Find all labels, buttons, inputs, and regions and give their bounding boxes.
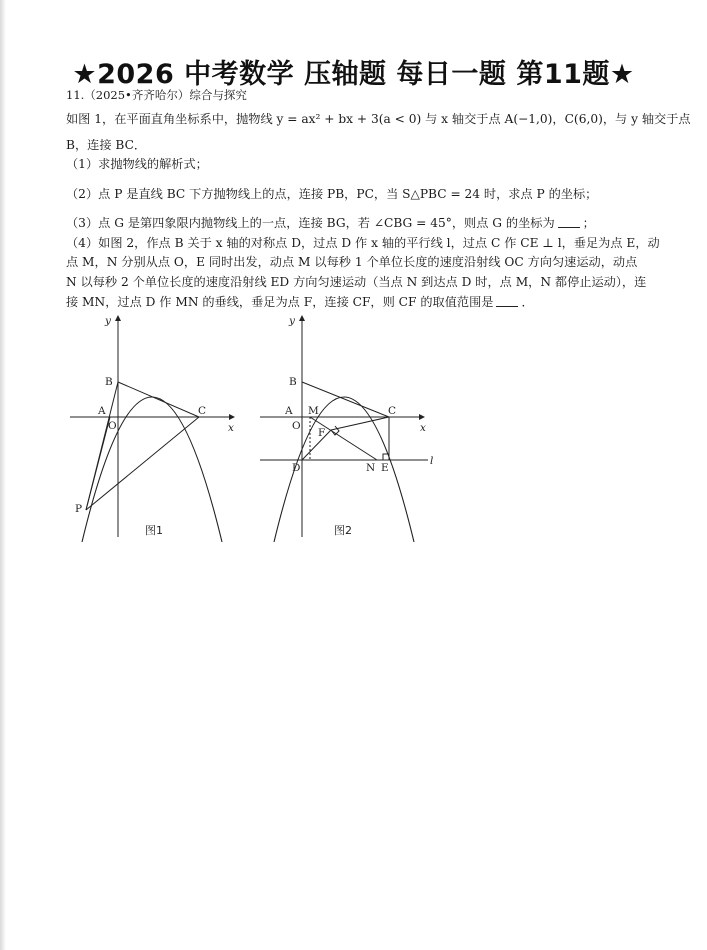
fig2-label-B: B [289, 376, 297, 388]
problem-header: 11.（2025•齐齐哈尔）综合与探究 [66, 88, 247, 102]
question-2: （2）点 P 是直线 BC 下方抛物线上的点，连接 PB，PC，当 S△PBC = 24 时，求点 P 的坐标； [66, 186, 598, 201]
question-1: （1）求抛物线的解析式； [66, 157, 208, 172]
problem-intro-line-1: 如图 1，在平面直角坐标系中，抛物线 y = ax² + bx + 3(a < 0) 与 x 轴交于点 A(−1,0)，C(6,0)，与 y 轴交于点 [66, 112, 691, 127]
fig1-label-y: y [105, 315, 111, 327]
fig2-segment-CF [331, 417, 389, 430]
fig2-label-E: E [381, 462, 389, 474]
fig2-label-O: O [292, 420, 301, 432]
question-3 [66, 214, 652, 234]
fig2-label-y: y [289, 315, 295, 327]
problem-text [66, 86, 691, 312]
figure-2 [260, 316, 428, 542]
fig1-label-B: B [105, 376, 113, 388]
problem-intro-line-2: B，连接 BC． [66, 137, 147, 152]
question-4-line-2: 点 M，N 分别从点 O，E 同时出发，动点 M 以每秒 1 个单位长度的速度沿射线 OC 方向匀速运动，动点 [66, 255, 638, 270]
fig2-label-A: A [285, 405, 293, 417]
fig2-label-C: C [388, 405, 397, 417]
fig1-segment-PC [86, 417, 199, 510]
figures [66, 312, 446, 542]
fig1-label-A: A [98, 405, 106, 417]
fig2-segment-DF [302, 430, 331, 460]
question-4-text: 接 MN，过点 D 作 MN 的垂线，垂足为点 F，连接 CF，则 CF 的取值范围是 [66, 294, 494, 309]
page-title: ★2026 中考数学 压轴题 每日一题 第11题★ [72, 59, 635, 90]
question-4-end: ． [521, 294, 534, 309]
question-4-line-1: （4）如图 2，作点 B 关于 x 轴的对称点 D，过点 D 作 x 轴的平行线 l，过点 C 作 CE ⊥ l，垂足为点 E，动 [66, 235, 660, 250]
question-4-line-3: N 以每秒 2 个单位长度的速度沿射线 ED 方向匀速运动（当点 N 到达点 D 时，点 M，N 都停止运动），连 [66, 275, 647, 289]
answer-blank-q4 [496, 295, 518, 307]
fig1-segment-PA [86, 417, 110, 510]
fig2-label-D: D [292, 462, 301, 474]
fig2-caption: 图2 [334, 524, 352, 537]
fig1-label-O: O [108, 420, 117, 432]
fig2-label-M: M [308, 405, 319, 417]
page-edge [0, 0, 6, 950]
fig1-label-x: x [228, 422, 234, 434]
question-4-line-4 [66, 293, 652, 313]
fig2-label-l: l [430, 455, 434, 467]
fig1-label-C: C [198, 405, 207, 417]
fig2-label-x: x [420, 422, 426, 434]
question-3-text: （3）点 G 是第四象限内抛物线上的一点，连接 BG，若 ∠CBG = 45°，则点 G 的坐标为 [66, 216, 555, 231]
figure-1 [70, 316, 234, 542]
question-3-end: ； [582, 216, 595, 231]
fig2-right-angle-F [331, 426, 339, 435]
answer-blank-q3 [558, 216, 580, 228]
fig1-label-P: P [75, 503, 83, 515]
fig2-label-F: F [318, 427, 326, 439]
fig1-parabola [82, 397, 222, 542]
fig1-caption: 图1 [145, 524, 163, 537]
fig2-label-N: N [366, 462, 376, 474]
